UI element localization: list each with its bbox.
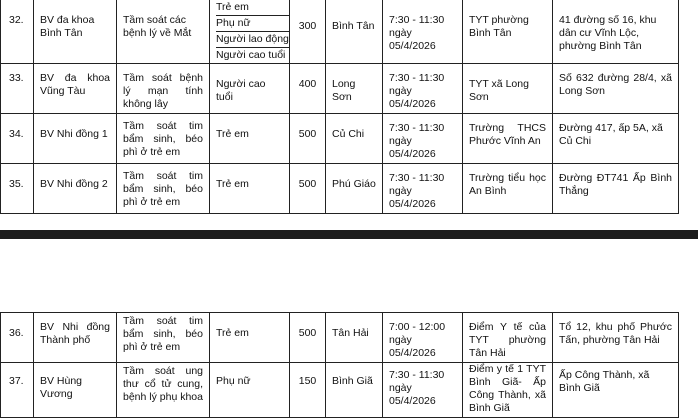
row-number: 36. [1,313,34,363]
page-break-bar [0,230,698,239]
target-groups [210,0,290,64]
time-slot: 7:30 - 11:30 ngày 05/4/2026 [383,64,463,114]
table-row [1,64,679,114]
service-description: Tầm soát ung thư cổ tử cung, bệnh lý phụ khoa [117,363,210,418]
venue: Điểm Y tế của TYT phường Tân Hải [463,313,553,363]
venue: TYT xã Long Sơn [463,64,553,114]
address: Đường ĐT741 Ấp Bình Thắng [553,164,679,214]
target-group: Trẻ em [210,164,290,214]
area: Củ Chi [326,114,383,164]
address: Ấp Công Thành, xã Bình Giã [553,363,679,418]
service-description: Tầm soát bệnh lý mạn tính không lây [117,64,210,114]
target-group: Trẻ em [210,114,290,164]
table-row [1,114,679,164]
target-list [216,0,289,63]
quantity: 300 [290,0,326,64]
address: Tổ 12, khu phố Phước Tấn, phường Tân Hải [553,313,679,363]
target-group: Trẻ em [210,313,290,363]
target-group: Phụ nữ [210,363,290,418]
venue: Trường THCS Phước Vĩnh An [463,114,553,164]
time-slot: 7:30 - 11:30 ngày 05/4/2026 [383,0,463,64]
time-slot: 7:30 - 11:30 ngày 05/4/2026 [383,164,463,214]
venue: Điểm y tế 1 TYT Bình Giã- Ấp Công Thành, xã Bình Giã [463,363,553,418]
schedule-table-top [0,0,679,214]
schedule-table-bottom [0,312,679,418]
area: Bình Giã [326,363,383,418]
target-item: Người cao tuổi [216,49,286,61]
row-number: 33. [1,64,34,114]
table-row [1,313,679,363]
quantity: 500 [290,164,326,214]
hospital-name: BV đa khoa Vũng Tàu [34,64,117,114]
area: Bình Tân [326,0,383,64]
row-number: 34. [1,114,34,164]
hospital-name: BV Nhi đồng 1 [34,114,117,164]
venue: TYT phường Bình Tân [463,0,553,64]
service-description: Tầm soát tim bẩm sinh, béo phì ở trẻ em [117,114,210,164]
hospital-name: BV đa khoa Bình Tân [34,0,117,64]
row-number: 32. [1,0,34,64]
venue: Trường tiểu học An Bình [463,164,553,214]
row-number: 37. [1,363,34,418]
service-description: Tầm soát tim bẩm sinh, béo phì ở trẻ em [117,313,210,363]
row-number: 35. [1,164,34,214]
service-description: Tầm soát các bệnh lý về Mắt [117,0,210,64]
hospital-name: BV Hùng Vương [34,363,117,418]
service-description: Tầm soát tim bẩm sinh, béo phì ở trẻ em [117,164,210,214]
target-item: Trẻ em [216,0,289,16]
quantity: 500 [290,114,326,164]
hospital-name: BV Nhi đồng 2 [34,164,117,214]
table-row [1,363,679,418]
quantity: 400 [290,64,326,114]
address: Đường 417, ấp 5A, xã Củ Chi [553,114,679,164]
area: Long Sơn [326,64,383,114]
table-row [1,164,679,214]
target-group: Người cao tuổi [210,64,290,114]
address: Số 632 đường 28/4, xã Long Sơn [553,64,679,114]
area: Tân Hải [326,313,383,363]
target-item: Người lao động [216,32,289,48]
hospital-name: BV Nhi đồng Thành phố [34,313,117,363]
time-slot: 7:00 - 12:00 ngày 05/4/2026 [383,313,463,363]
area: Phú Giáo [326,164,383,214]
table-row [1,0,679,64]
time-slot: 7:30 - 11:30 ngày 05/4/2026 [383,114,463,164]
address: 41 đường số 16, khu dân cư Vĩnh Lộc, phường Bình Tân [553,0,679,64]
target-item: Phụ nữ [216,16,289,32]
quantity: 500 [290,313,326,363]
quantity: 150 [290,363,326,418]
time-slot: 7:30 - 11:30 ngày 05/4/2026 [383,363,463,418]
